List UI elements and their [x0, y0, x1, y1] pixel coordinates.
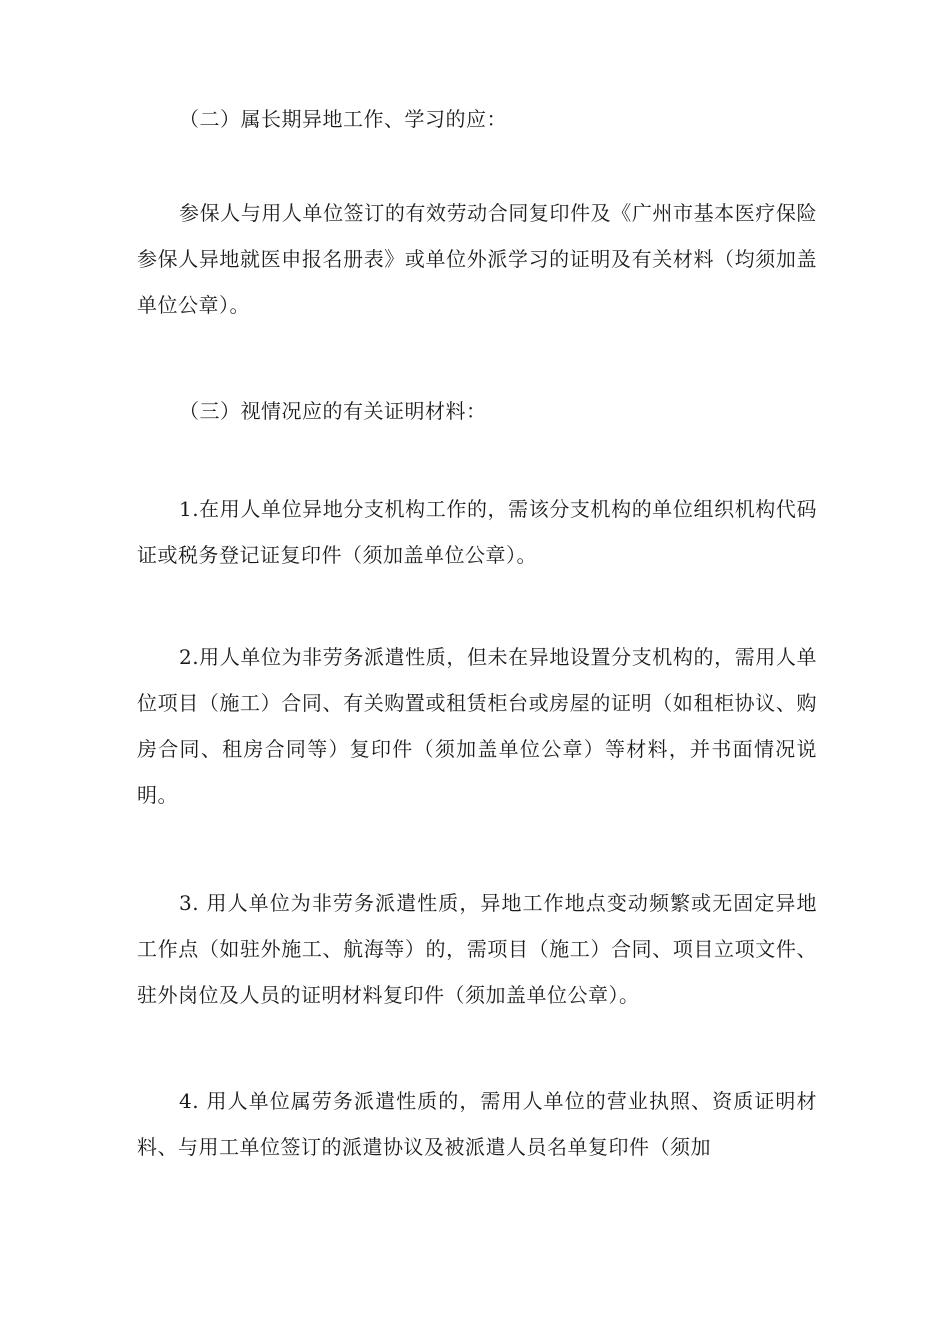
section-heading-2: （二）属长期异地工作、学习的应： — [179, 107, 507, 131]
paragraph-item-2: 2.用人单位为非劳务派遣性质，但未在异地设置分支机构的，需用人单位项目（施工）合同、有关购置或租赁柜台或房屋的证明（如租柜协议、购房合同、租房合同等）复印件（须加盖单位公章）等材料，并书面情况说明。 — [137, 645, 817, 807]
section-heading-3: （三）视情况应的有关证明材料： — [179, 399, 487, 423]
paragraph-item-1: 1.在用人单位异地分支机构工作的，需该分支机构的单位组织机构代码证或税务登记证复印件（须加盖单位公章）。 — [137, 497, 817, 567]
paragraph-long-term-work: 参保人与用人单位签订的有效劳动合同复印件及《广州市基本医疗保险参保人异地就医申报名册表》或单位外派学习的证明及有关材料（均须加盖单位公章）。 — [137, 201, 817, 317]
paragraph-item-4: 4. 用人单位属劳务派遣性质的，需用人单位的营业执照、资质证明材料、与用工单位签订的派遣协议及被派遣人员名单复印件（须加 — [137, 1089, 817, 1159]
paragraph-item-3: 3. 用人单位为非劳务派遣性质，异地工作地点变动频繁或无固定异地工作点（如驻外施工、航海等）的，需项目（施工）合同、项目立项文件、驻外岗位及人员的证明材料复印件（须加盖单位公章）。 — [137, 891, 817, 1007]
